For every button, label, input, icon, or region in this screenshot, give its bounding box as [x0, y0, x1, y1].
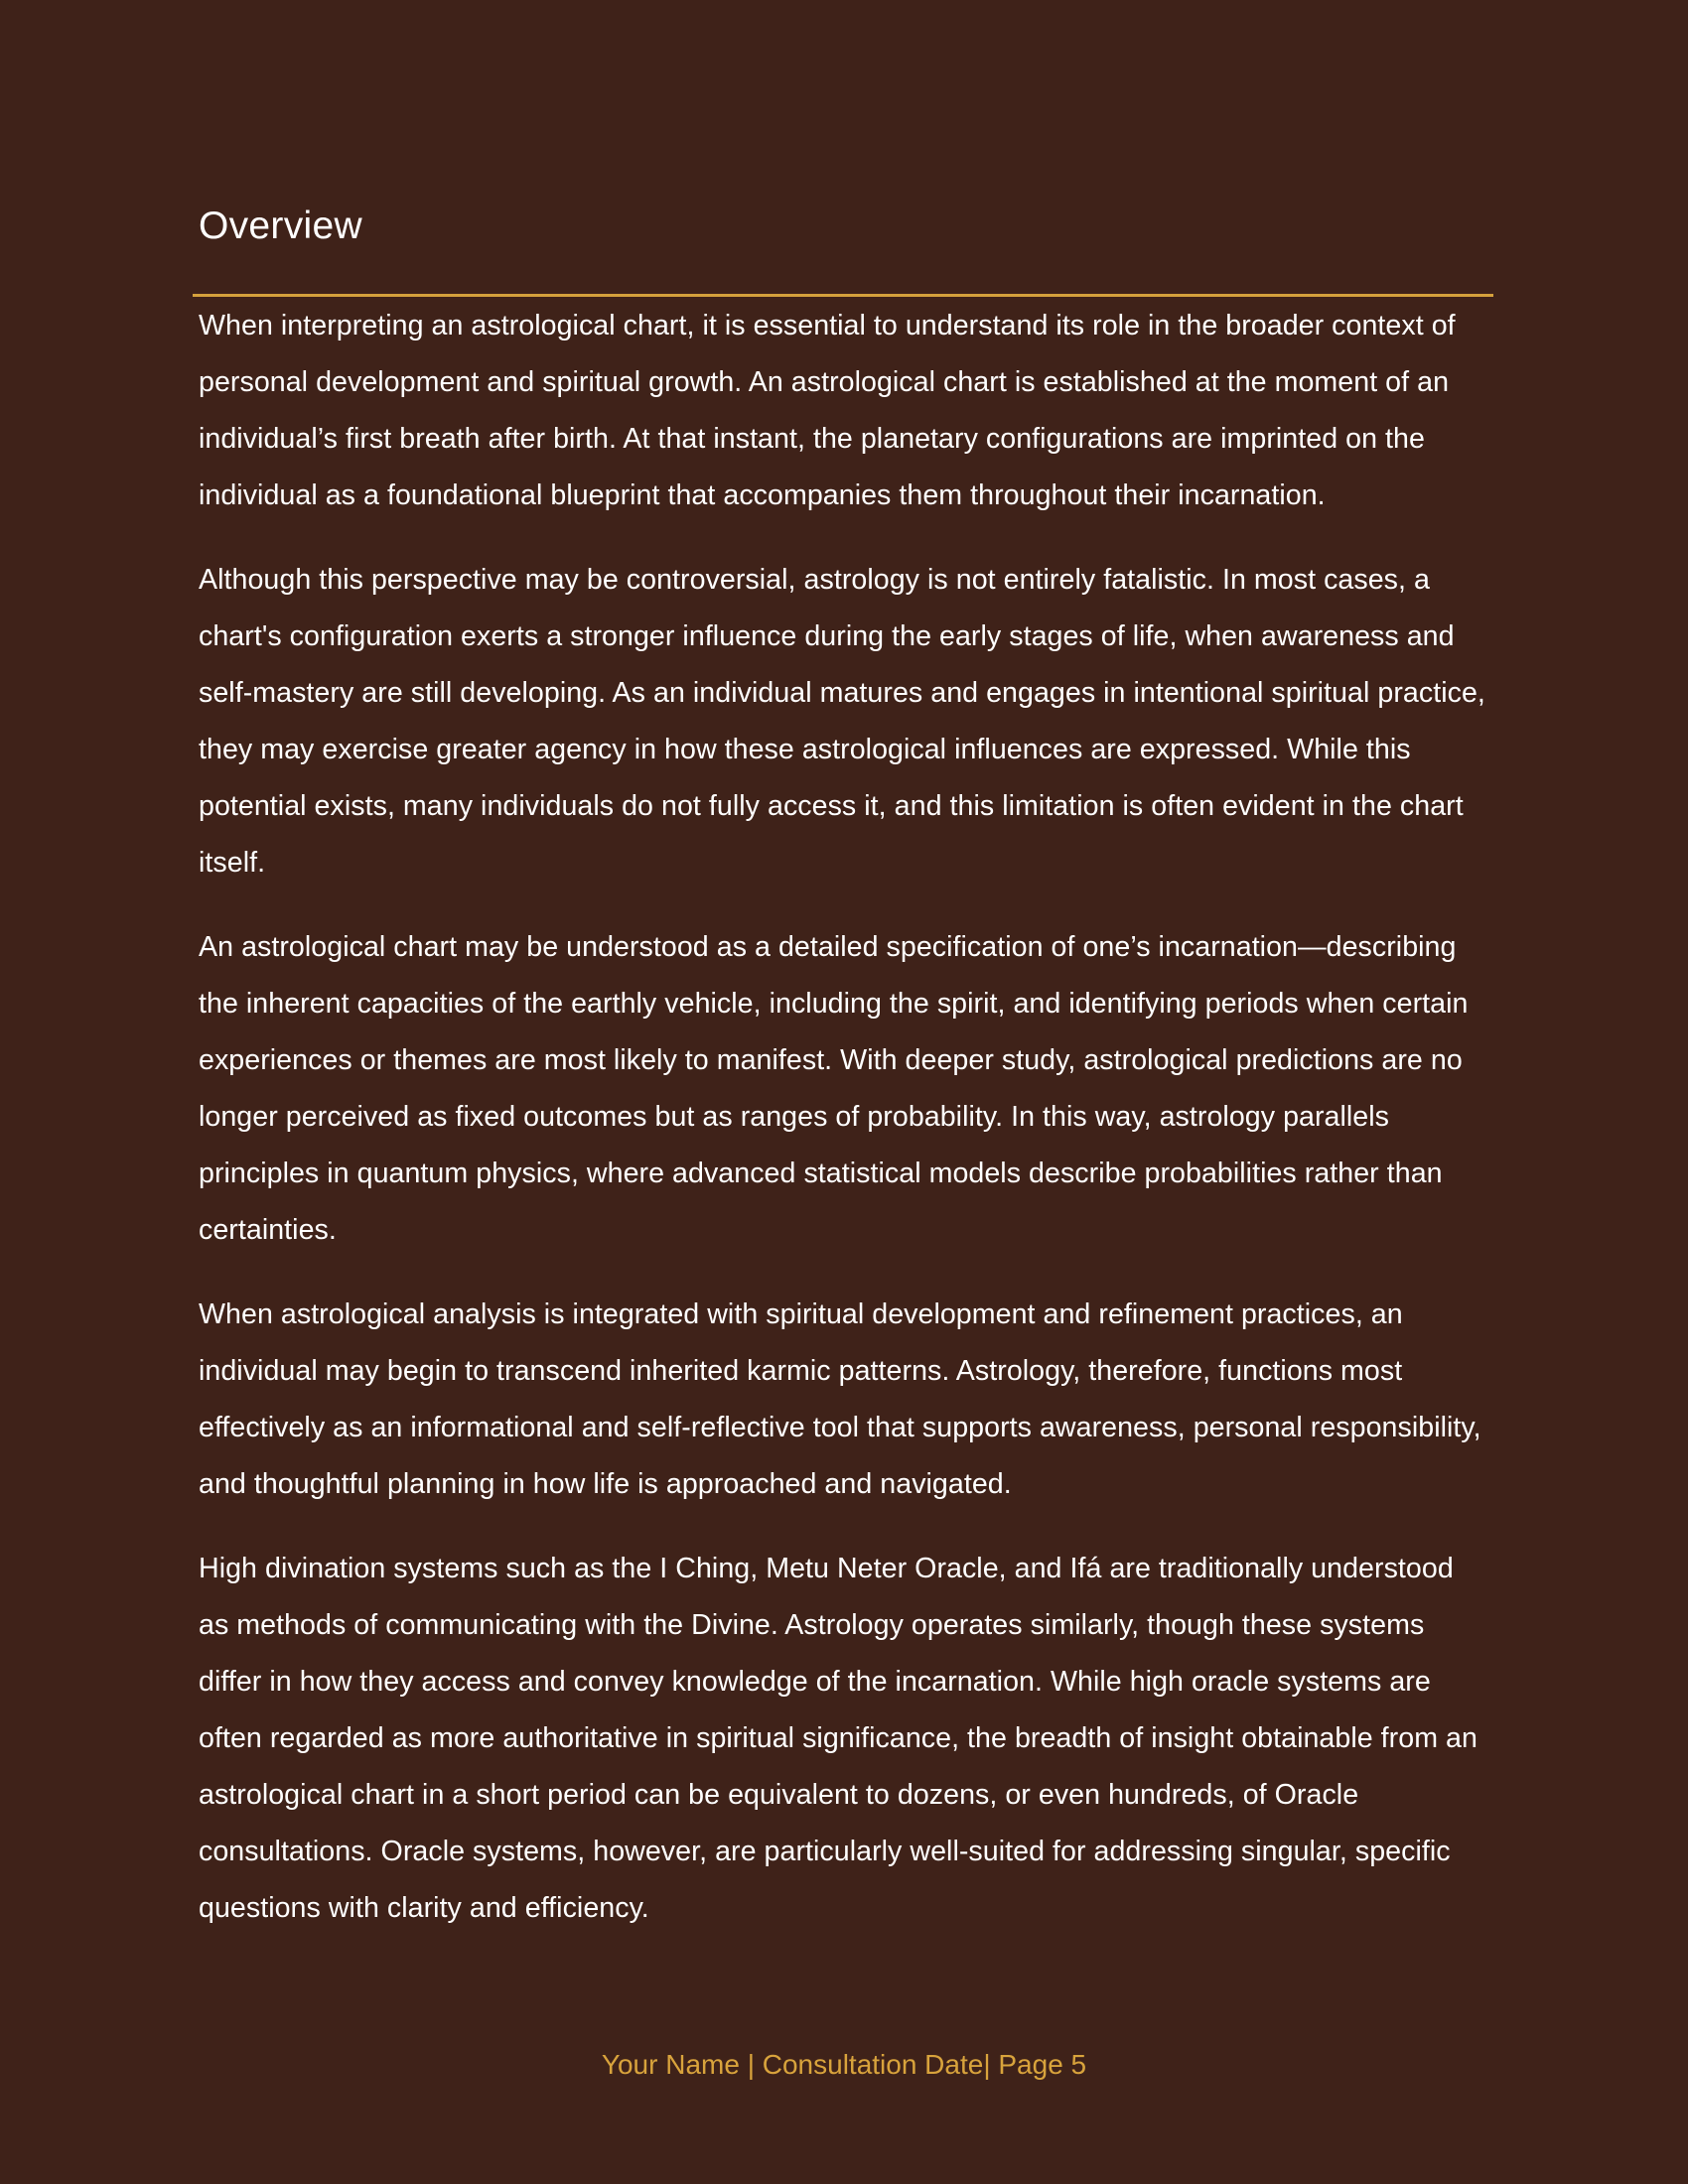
page-footer: Your Name | Consultation Date| Page 5 [601, 2049, 1087, 2080]
paragraph-1: When interpreting an astrological chart, it is essential to understand its role in the broader context of personal development and spiritual growth. An astrological chart is established at the moment of an individual’s first breath after birth. At that instant, the planetary configurations are imprinted on the individual as a foundational blueprint that accompanies them throughout their incarnation. [199, 310, 1456, 511]
document-body [199, 298, 1489, 1965]
paragraph-5: High divination systems such as the I Ching, Metu Neter Oracle, and Ifá are traditionally understood as methods of communicating with the Divine. Astrology operates similarly, though these systems differ in how they access and convey knowledge of the incarnation. While high oracle systems are often regarded as more authoritative in spiritual significance, the breadth of insight obtainable from an astrological chart in a short period can be equivalent to dozens, or even hundreds, of Oracle consultations. Oracle systems, however, are particularly well-suited for addressing singular, specific questions with clarity and efficiency. [199, 1553, 1477, 1924]
heading-divider [193, 294, 1493, 297]
paragraph-3: An astrological chart may be understood as a detailed specification of one’s incarnation—describing the inherent capacities of the earthly vehicle, including the spirit, and identifying periods when certain experiences or themes are most likely to manifest. With deeper study, astrological predictions are no longer perceived as fixed outcomes but as ranges of probability. In this way, astrology parallels principles in quantum physics, where advanced statistical models describe probabilities rather than certainties. [199, 931, 1469, 1246]
page-title: Overview [199, 205, 362, 247]
paragraph-2: Although this perspective may be controversial, astrology is not entirely fatalistic. In most cases, a chart's configuration exerts a stronger influence during the early stages of life, when awareness and self-mastery are still developing. As an individual matures and engages in intentional spiritual practice, they may exercise greater agency in how these astrological influences are expressed. While this potential exists, many individuals do not fully access it, and this limitation is often evident in the chart itself. [199, 564, 1485, 879]
paragraph-4: When astrological analysis is integrated with spiritual development and refinement practices, an individual may begin to transcend inherited karmic patterns. Astrology, therefore, functions most effectively as an informational and self-reflective tool that supports awareness, personal responsibility, and thoughtful planning in how life is approached and navigated. [199, 1298, 1481, 1500]
